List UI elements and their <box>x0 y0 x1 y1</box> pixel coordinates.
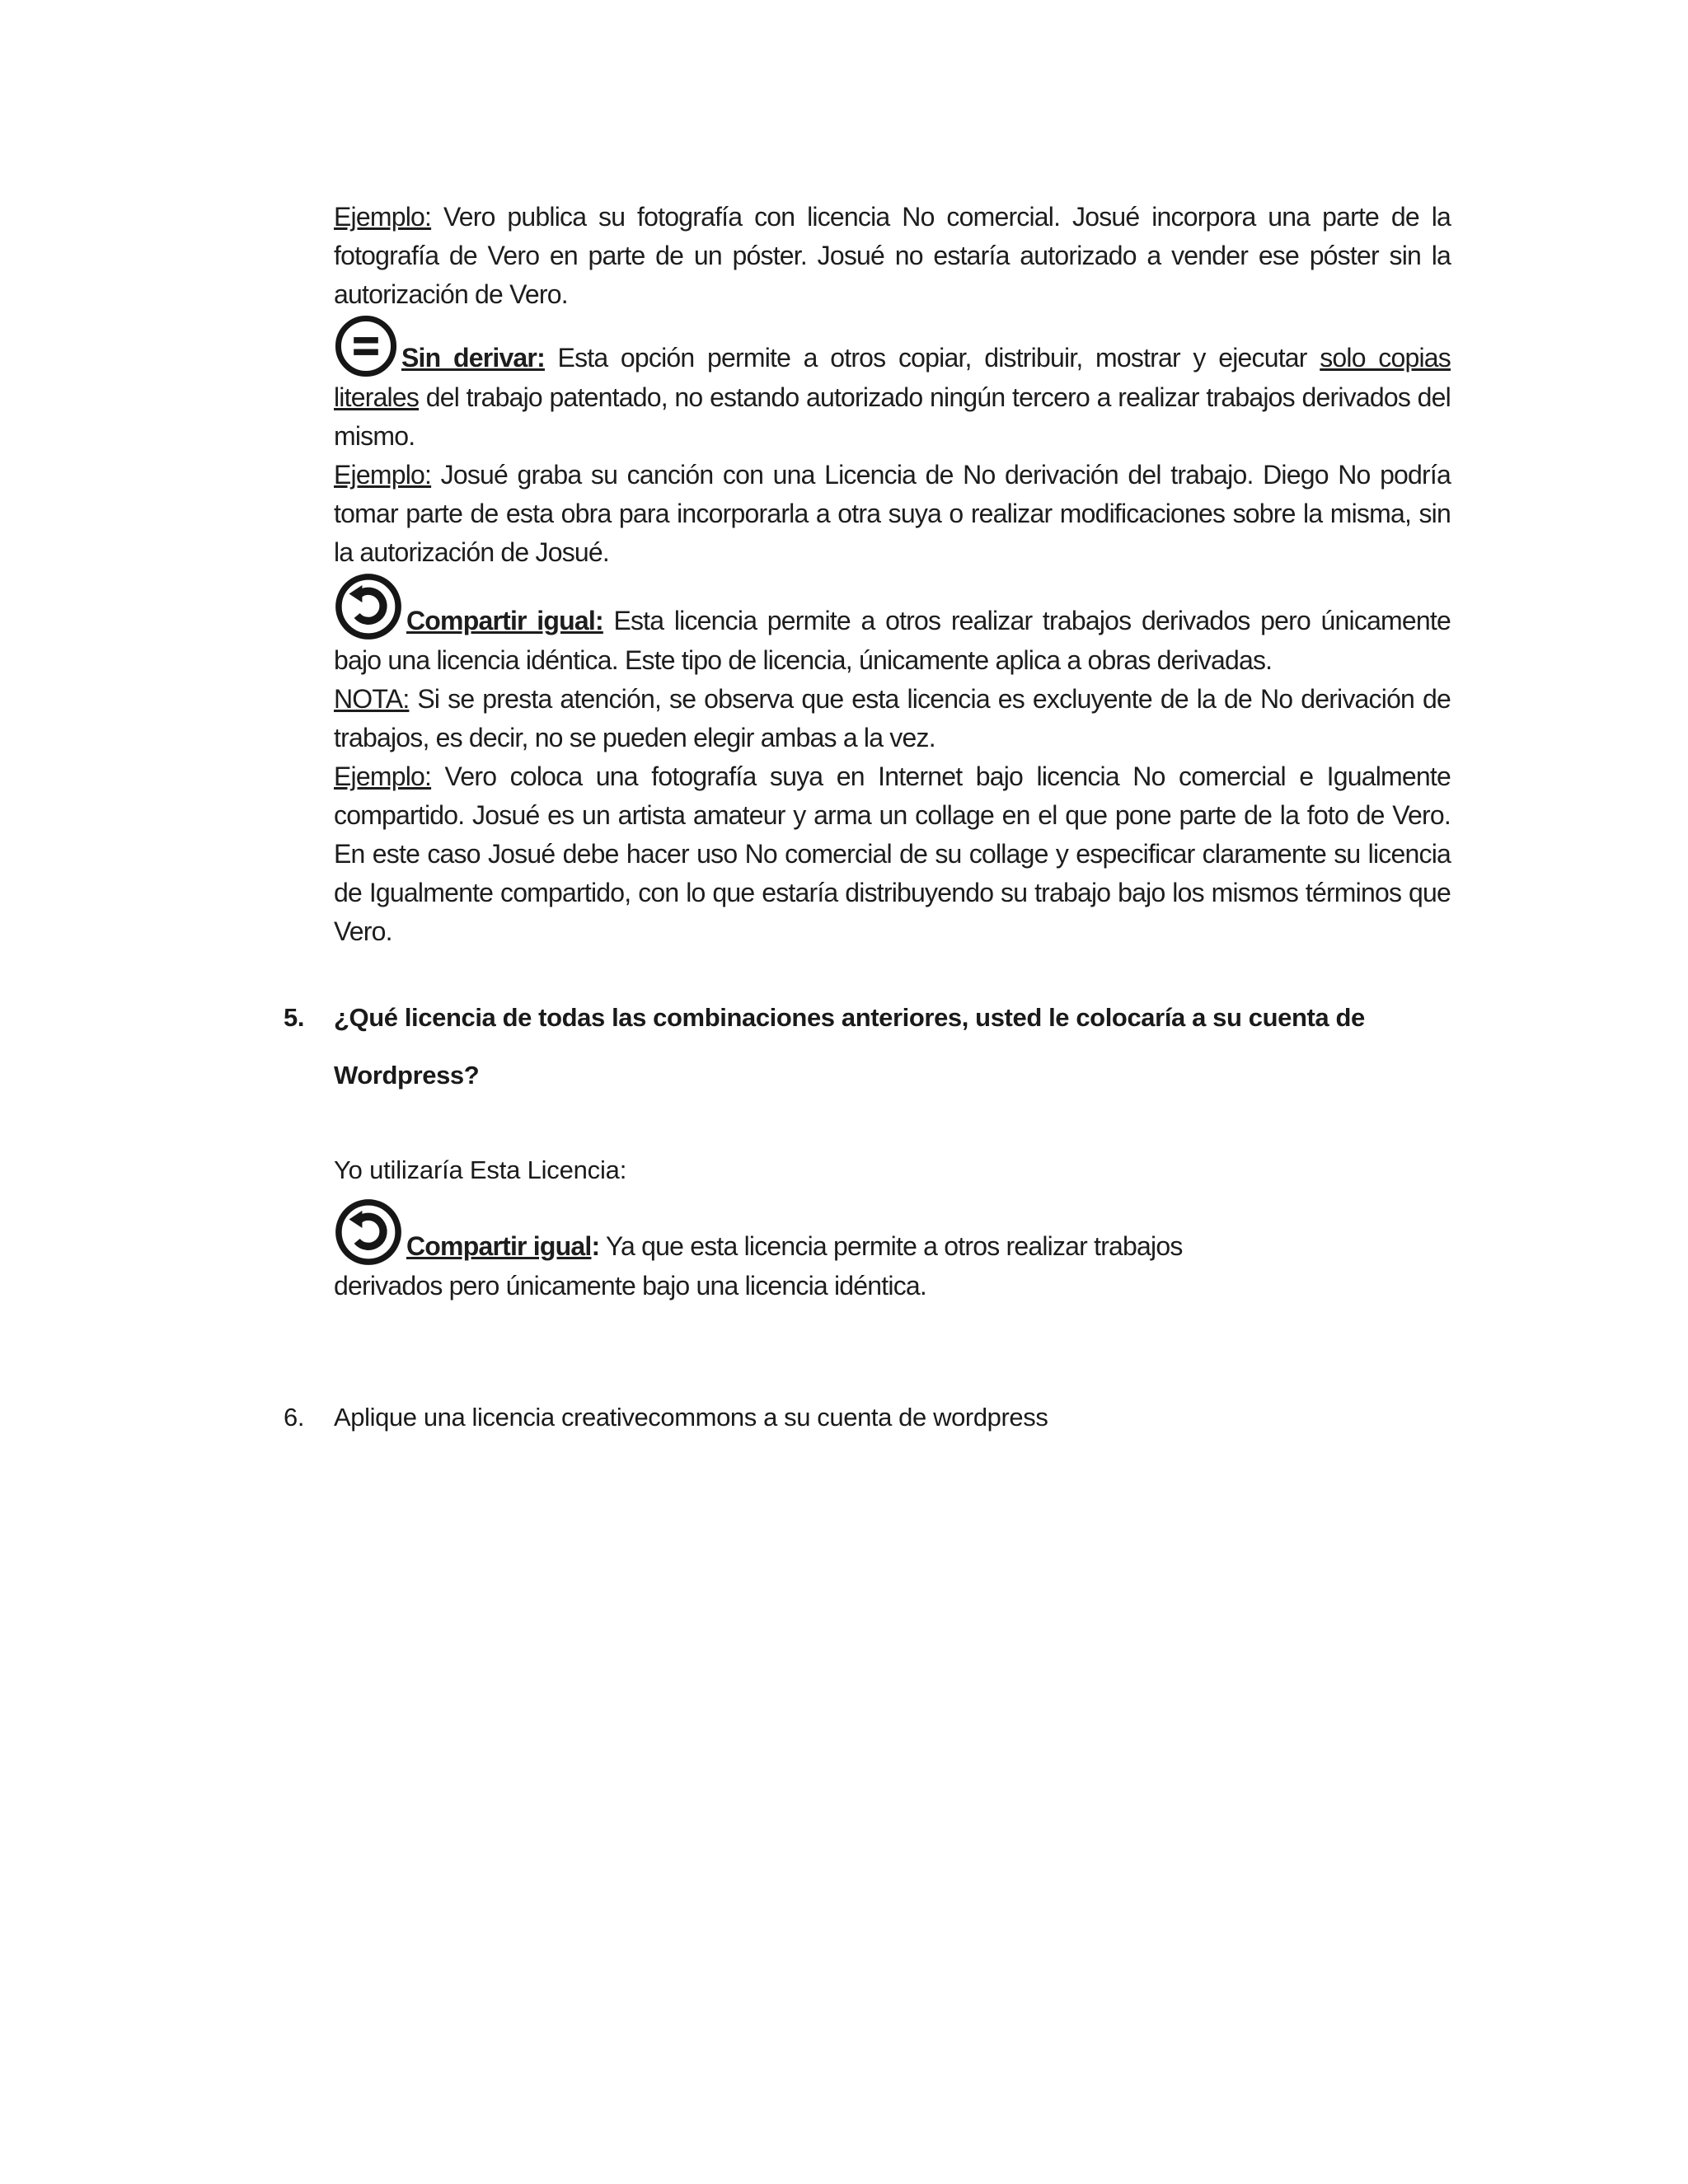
question-5-text: ¿Qué licencia de todas las combinaciones anteriores, usted le colocaría a su cuenta de Wordpress? <box>334 1003 1365 1090</box>
question-5-number: 5. <box>284 1003 305 1032</box>
example-igualmente-compartido-paragraph: Ejemplo: Vero coloca una fotografía suya en Internet bajo licencia No comercial e Igualmente compartido. Josué es un artista amateur y arma un collage en el que pone parte de la foto de Vero. En este caso Josué debe hacer uso No comercial de su collage y especificar claramente su licencia de Igualmente compartido, con lo que estaría distribuyendo su trabajo bajo los mismos términos que Vero. <box>334 762 1451 946</box>
question-item-6 <box>284 1398 1451 1436</box>
no-derivatives-icon <box>334 314 398 378</box>
compartir-igual-text: Compartir igual: Esta licencia permite a otros realizar trabajos derivados pero únicamente bajo una licencia idéntica. Este tipo de licencia, únicamente aplica a obras derivadas. <box>334 606 1451 675</box>
share-alike-icon <box>334 1197 403 1267</box>
question-6-text: Aplique una licencia creativecommons a su cuenta de wordpress <box>334 1403 1048 1432</box>
answer-compartir-igual-text: Compartir igual: Ya que esta licencia permite a otros realizar trabajos derivados pero únicamente bajo una licencia idéntica. <box>334 1231 1183 1301</box>
sin-derivar-text: Sin derivar: Esta opción permite a otros copiar, distribuir, mostrar y ejecutar solo copias literales del trabajo patentado, no estando autorizado ningún tercero a realizar trabajos derivados del mismo. <box>334 343 1451 451</box>
share-alike-icon <box>334 572 403 641</box>
answer-compartir-igual-paragraph <box>334 1197 1265 1305</box>
answer-intro-text: Yo utilizaría Esta Licencia: <box>334 1155 627 1184</box>
question-6-number: 6. <box>284 1403 305 1432</box>
sin-derivar-paragraph <box>334 314 1451 456</box>
compartir-igual-paragraph <box>334 572 1451 680</box>
example-no-derivacion-paragraph: Ejemplo: Josué graba su canción con una Licencia de No derivación del trabajo. Diego No podría tomar parte de esta obra para incorporarla a otra suya o realizar modificaciones sobre la misma, sin la autorización de Josué. <box>334 460 1451 567</box>
example-no-comercial-paragraph: Ejemplo: Vero publica su fotografía con licencia No comercial. Josué incorpora una parte de la fotografía de Vero en parte de un póster. Josué no estaría autorizado a vender ese póster sin la autorización de Vero. <box>334 202 1451 309</box>
nota-paragraph: NOTA: Si se presta atención, se observa que esta licencia es excluyente de la de No derivación de trabajos, es decir, no se pueden elegir ambas a la vez. <box>334 684 1451 752</box>
question-item-5 <box>284 989 1451 1104</box>
